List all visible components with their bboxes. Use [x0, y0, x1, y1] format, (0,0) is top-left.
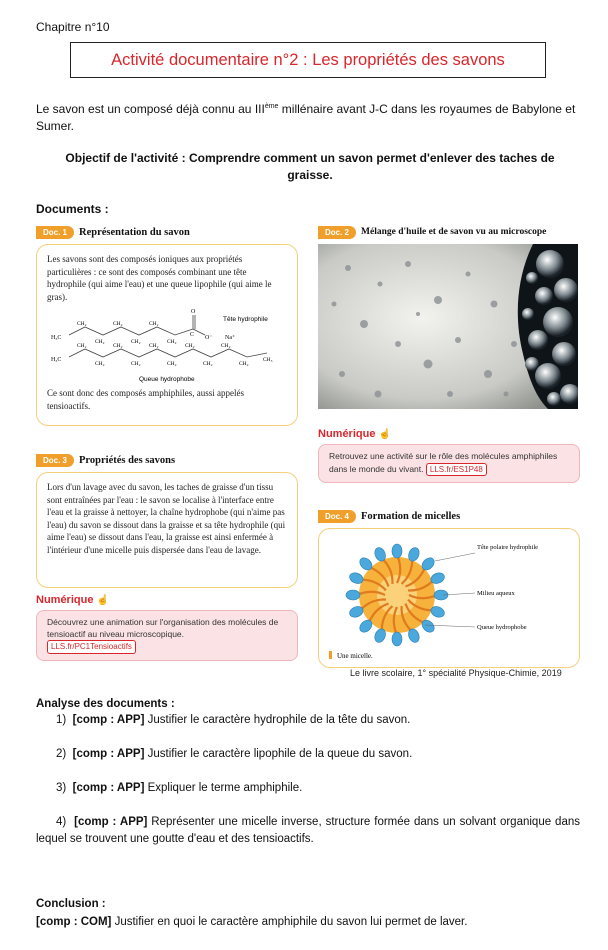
h3c-label-2: H₃C: [51, 357, 62, 363]
ch2-label: CH₂: [131, 361, 141, 367]
micelle-caption: Une micelle.: [337, 652, 373, 660]
ch2-label: CH₂: [149, 343, 159, 349]
question-3-tag: [comp : APP]: [72, 782, 145, 794]
doc2-header: [318, 224, 578, 240]
documents-heading: Documents :: [36, 202, 109, 216]
question-4-num: 4): [56, 816, 67, 828]
conclusion-heading: Conclusion :: [36, 898, 106, 910]
microscope-image: [318, 244, 578, 409]
question-1-tag: [comp : APP]: [72, 714, 145, 726]
doc1-text: Les savons sont des composés ioniques aux propriétés particulières : ce sont des composés combinant une tête hydrophile (qui aime l'eau) et une queue lipophile (qui aime le gras).: [47, 254, 272, 302]
question-4-text: Représenter une micelle inverse, structure formée dans un solvant organique dans lequel se trouvent une goutte d'eau et des tensioactifs.: [36, 816, 580, 845]
ch2-label: CH₂: [221, 343, 231, 349]
na-label: Na⁺: [225, 335, 236, 341]
micelle-tail-label: Queue hydrophobe: [477, 624, 527, 631]
question-2: [56, 746, 412, 763]
head-label: Tête hydrophile: [223, 316, 268, 323]
micelle-diagram: [325, 533, 573, 663]
ch2-label: CH₂: [167, 361, 177, 367]
h3c-label-1: H₃C: [51, 335, 62, 341]
numeric-link-1[interactable]: LLS.fr/ES1P48: [426, 463, 487, 477]
doc2: [318, 224, 578, 409]
ch2-label: CH₂: [203, 361, 213, 367]
doc1-tag: Doc. 1: [36, 226, 74, 239]
carbon-label: C: [190, 332, 195, 338]
micelle-head-label-text: Tête polaire hydrophile: [477, 544, 539, 551]
objective: Objectif de l'activité : Comprendre comment un savon permet d'enlever des taches de graisse.: [65, 151, 555, 182]
surfactant-head: [392, 632, 402, 646]
ch2-label: CH₂: [95, 361, 105, 367]
intro-paragraph: [36, 98, 582, 135]
conclusion-tag: [comp : COM]: [36, 916, 112, 928]
doc3: [36, 452, 298, 588]
analysis-heading: Analyse des documents :: [36, 698, 175, 710]
numeric-panel-2: [36, 610, 298, 661]
question-2-num: 2): [56, 748, 67, 760]
chapter-label: Chapitre n°10: [36, 20, 110, 34]
ch2-label: CH₂: [77, 321, 87, 327]
numeric-link-2[interactable]: LLS.fr/PC1Tensioactifs: [47, 640, 136, 654]
question-3-text: Expliquer le terme amphiphile.: [144, 782, 303, 794]
doc2-tag: Doc. 2: [318, 226, 356, 239]
micelle-medium-label: Milieu aqueux: [477, 590, 515, 597]
doc1: [36, 224, 298, 426]
question-1: [56, 712, 410, 729]
doc3-title: Propriétés des savons: [79, 454, 176, 466]
numeric-heading-2: [36, 594, 298, 606]
doc1-card: [36, 244, 298, 426]
doc4-tag: Doc. 4: [318, 510, 356, 523]
question-4: [36, 814, 580, 848]
numeric-text-2: Découvrez une animation sur l'organisation des molécules de tensioactif au niveau microscopique.: [47, 617, 279, 639]
caption-marker: [329, 651, 332, 659]
o-minus-label: O⁻: [205, 335, 213, 341]
doc3-tag: Doc. 3: [36, 454, 74, 467]
numeric-heading-1-text: Numérique: [318, 428, 376, 440]
title-box: [70, 42, 546, 78]
question-2-tag: [comp : APP]: [72, 748, 145, 760]
numeric-box-1: [318, 428, 580, 483]
doc1-title: Représentation du savon: [79, 226, 190, 238]
soap-molecule-diagram: [47, 305, 287, 387]
conclusion-text: [36, 916, 467, 928]
doc2-title: Mélange d'huile et de savon vu au microscope: [361, 227, 547, 237]
ch2-label: CH₂: [77, 343, 87, 349]
doc4: [318, 508, 580, 668]
doc1-header: [36, 224, 298, 240]
numeric-box-2: [36, 594, 298, 661]
numeric-heading-2-text: Numérique: [36, 594, 94, 606]
ch2-label: CH₂: [113, 343, 123, 349]
page-title: Activité documentaire n°2 : Les propriétés des savons: [111, 50, 505, 69]
conclusion-body: Justifier en quoi le caractère amphiphile du savon lui permet de laver.: [111, 916, 468, 928]
doc3-card: [36, 472, 298, 588]
doc3-header: [36, 452, 298, 468]
question-3: [56, 780, 302, 797]
question-4-tag: [comp : APP]: [74, 816, 148, 828]
doc1-text2: Ce sont donc des composés amphiphiles, aussi appelés tensioactifs.: [47, 388, 244, 411]
doc4-card: [318, 528, 580, 668]
ch2-label: CH₂: [185, 343, 195, 349]
question-2-text: Justifier le caractère lipophile de la queue du savon.: [144, 748, 413, 760]
ch2-label: CH₂: [113, 321, 123, 327]
ch2-label: CH₂: [149, 321, 159, 327]
source-citation: Le livre scolaire, 1° spécialité Physique-Chimie, 2019: [350, 668, 562, 678]
ch2-label: CH₂: [95, 339, 105, 345]
surfactant-head: [392, 544, 402, 558]
numeric-heading-1: [318, 428, 580, 440]
doc3-text: Lors d'un lavage avec du savon, les taches de graisse d'un tissu sont entraînées par l'eau : le savon se localise à l'interface entre l'eau et la graisse à nettoyer, la chaîne hydrophobe (qui n'aime pas l'eau) du savon se dissout dans la graisse et sa tête hydrophile (qui aime l'eau) se dissout dans l'eau, la graisse est ainsi enfermée à l'intérieur d'une micelle puis dispersée dans l'eau de lavage.: [47, 482, 286, 555]
numeric-text-1: Retrouvez une activité sur le rôle des molécules amphiphiles dans le monde du vivant.: [329, 451, 558, 474]
doc4-title: Formation de micelles: [361, 510, 461, 522]
surfactant-head: [346, 590, 360, 600]
tail-label: Queue hydrophobe: [139, 376, 195, 383]
intro-sup: ème: [264, 103, 279, 110]
micelle-head-label: [477, 544, 538, 551]
question-1-num: 1): [56, 714, 67, 726]
intro-text-a: Le savon est un composé déjà connu au III: [36, 102, 265, 116]
ch2-label: CH₂: [167, 339, 177, 345]
ch2-label: CH₂: [131, 339, 141, 345]
question-3-num: 3): [56, 782, 67, 794]
oxygen-label: O: [191, 309, 196, 315]
numeric-panel-1: [318, 444, 580, 483]
question-1-text: Justifier le caractère hydrophile de la tête du savon.: [144, 714, 411, 726]
ch3-label: CH₃: [263, 357, 273, 363]
ch2-label: CH₂: [239, 361, 249, 367]
doc4-header: [318, 508, 580, 524]
pointer-hand-icon: ☝: [378, 428, 391, 440]
pointer-hand-icon: ☝: [96, 594, 109, 606]
intro-text-b: millénaire avant J-C dans les royaumes de Babylone et Sumer.: [36, 102, 576, 133]
